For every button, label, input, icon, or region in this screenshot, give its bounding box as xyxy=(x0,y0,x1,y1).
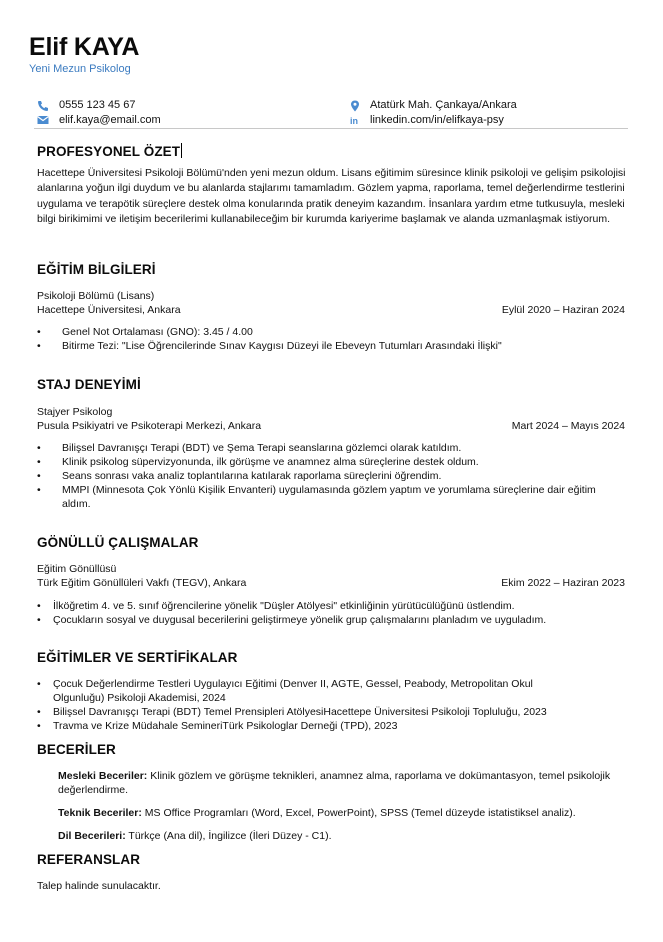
list-item xyxy=(37,483,607,511)
bullet-text: Klinik psikolog süpervizyonunda, ilk görüşme ve anamnez alma süreçlerine destek oldum. xyxy=(62,456,479,468)
list-item xyxy=(37,599,627,613)
contact-phone xyxy=(37,99,135,112)
text-cursor xyxy=(181,143,182,158)
candidate-title: Yeni Mezun Psikolog xyxy=(29,63,131,75)
bullet-icon: • xyxy=(37,678,41,690)
bullet-text: MMPI (Minnesota Çok Yönlü Kişilik Envanteri) uygulamasında gözlem yaptım ve yorumlama süreçlerine dair eğitim aldım. xyxy=(62,484,596,510)
bullet-icon: • xyxy=(37,720,41,732)
bullet-text: Bitirme Tezi: "Lise Öğrencilerinde Sınav Kaygısı Düzeyi ile Ebeveyn Tutumları Arasındaki İlişki" xyxy=(62,340,502,352)
skill-language xyxy=(58,829,628,843)
bullet-icon: • xyxy=(37,470,41,482)
skill-label: Teknik Beceriler: xyxy=(58,807,142,819)
candidate-name: Elif KAYA xyxy=(29,33,140,61)
internship-dates: Mart 2024 – Mayıs 2024 xyxy=(511,420,625,432)
phone-number[interactable]: 0555 123 45 67 xyxy=(59,99,136,111)
certificate-list xyxy=(37,677,577,733)
skill-technical xyxy=(58,806,628,820)
linkedin-icon: in xyxy=(350,115,358,126)
list-item xyxy=(37,441,607,455)
list-item xyxy=(37,469,607,483)
section-heading-skills: BECERİLER xyxy=(37,742,116,757)
bullet-icon: • xyxy=(37,326,41,338)
list-item xyxy=(37,719,577,733)
bullet-icon: • xyxy=(37,442,41,454)
contact-email xyxy=(37,114,161,127)
skill-professional xyxy=(58,769,628,797)
section-heading-internship: STAJ DENEYİMİ xyxy=(37,377,141,392)
bullet-text: Travma ve Krize Müdahale SemineriTürk Psikologlar Derneği (TPD), 2023 xyxy=(53,720,398,732)
email-address[interactable]: elif.kaya@email.com xyxy=(59,114,161,126)
volunteer-dates: Ekim 2022 – Haziran 2023 xyxy=(501,577,625,589)
bullet-icon: • xyxy=(37,600,41,612)
location-pin-icon xyxy=(350,100,364,112)
bullet-text: İlköğretim 4. ve 5. sınıf öğrencilerine yönelik "Düşler Atölyesi" etkinliğinin yürütücülüğünü üstlendim. xyxy=(53,600,515,612)
education-bullets xyxy=(37,325,627,353)
bullet-icon: • xyxy=(37,340,41,352)
education-dates: Eylül 2020 – Haziran 2024 xyxy=(501,304,625,316)
list-item xyxy=(37,677,577,705)
section-heading-references: REFERANSLAR xyxy=(37,852,141,867)
internship-role: Stajyer Psikolog xyxy=(37,406,113,418)
list-item xyxy=(37,339,627,353)
bullet-icon: • xyxy=(37,484,41,496)
skill-label: Dil Becerileri: xyxy=(58,830,126,842)
linkedin-url[interactable]: linkedin.com/in/elifkaya-psy xyxy=(370,114,504,126)
bullet-text: Genel Not Ortalaması (GNO): 3.45 / 4.00 xyxy=(62,326,253,338)
summary-text: Hacettepe Üniversitesi Psikoloji Bölümü'nden yeni mezun oldum. Lisans eğitimim süresince klinik psikoloji ve gelişim psikolojisi alanlarına yoğun ilgi duydum ve bu alanlarda stajlarımı tamamladım. Gözlem yapma, raporlama, temel değerlendirme testlerini uygulama ve terapötik süreçlere destek olma konularında pratik deneyim kazandım. İnsanlara yardım etme tutkusuyla, mesleki bilgi birikimimi ve iletişim becerilerimi kullanabileceğim bir kurumda kariyerime başlamak ve alanda uzmanlaşmak istiyorum. xyxy=(37,167,626,225)
education-school: Hacettepe Üniversitesi, Ankara xyxy=(37,304,181,316)
skill-text: Klinik gözlem ve görüşme teknikleri, anamnez alma, raporlama ve dokümantasyon, temel psikolojik değerlendirme. xyxy=(58,770,611,796)
bullet-text: Çocuk Değerlendirme Testleri Uygulayıcı Eğitimi (Denver II, AGTE, Gessel, Peabody, Metropolitan Okul Olgunluğu) Psikoloji Akademisi, 2024 xyxy=(53,678,533,704)
bullet-icon: • xyxy=(37,456,41,468)
skill-text: Türkçe (Ana dil), İngilizce (İleri Düzey - C1). xyxy=(125,830,332,842)
section-heading-certificates: EĞİTİMLER VE SERTİFİKALAR xyxy=(37,650,238,665)
list-item xyxy=(37,613,627,627)
email-icon xyxy=(37,115,51,127)
list-item xyxy=(37,705,577,719)
summary-heading-text: PROFESYONEL ÖZET xyxy=(37,144,181,159)
internship-bullets xyxy=(37,441,607,511)
references-text: Talep halinde sunulacaktır. xyxy=(37,880,161,892)
section-heading-education: EĞİTİM BİLGİLERİ xyxy=(37,262,156,277)
bullet-text: Çocukların sosyal ve duygusal becerilerini geliştirmeye yönelik grup çalışmalarını planladım ve uyguladım. xyxy=(53,614,547,626)
phone-icon xyxy=(37,100,51,112)
bullet-text: Bilişsel Davranışçı Terapi (BDT) ve Şema Terapi seanslarına gözlemci olarak katıldım. xyxy=(62,442,462,454)
section-heading-volunteer: GÖNÜLLÜ ÇALIŞMALAR xyxy=(37,535,199,550)
education-degree: Psikoloji Bölümü (Lisans) xyxy=(37,290,155,302)
address: Atatürk Mah. Çankaya/Ankara xyxy=(370,99,517,111)
list-item xyxy=(37,455,607,469)
header-divider xyxy=(34,128,628,129)
section-heading-summary xyxy=(37,143,182,160)
bullet-text: Bilişsel Davranışçı Terapi (BDT) Temel Prensipleri AtölyesiHacettepe Üniversitesi Psikoloji Topluluğu, 2023 xyxy=(53,706,547,718)
internship-org: Pusula Psikiyatri ve Psikoterapi Merkezi, Ankara xyxy=(37,420,262,432)
volunteer-bullets xyxy=(37,599,627,627)
skill-text: MS Office Programları (Word, Excel, PowerPoint), SPSS (Temel düzeyde istatistiksel analiz). xyxy=(141,807,576,819)
skill-label: Mesleki Beceriler: xyxy=(58,770,148,782)
bullet-text: Seans sonrası vaka analiz toplantılarına katılarak raporlama süreçlerini öğrendim. xyxy=(62,470,442,482)
list-item xyxy=(37,325,627,339)
contact-linkedin xyxy=(350,114,504,127)
bullet-icon: • xyxy=(37,614,41,626)
volunteer-org: Türk Eğitim Gönüllüleri Vakfı (TEGV), Ankara xyxy=(37,577,247,589)
bullet-icon: • xyxy=(37,706,41,718)
contact-location xyxy=(350,99,517,112)
volunteer-role: Eğitim Gönüllüsü xyxy=(37,563,117,575)
